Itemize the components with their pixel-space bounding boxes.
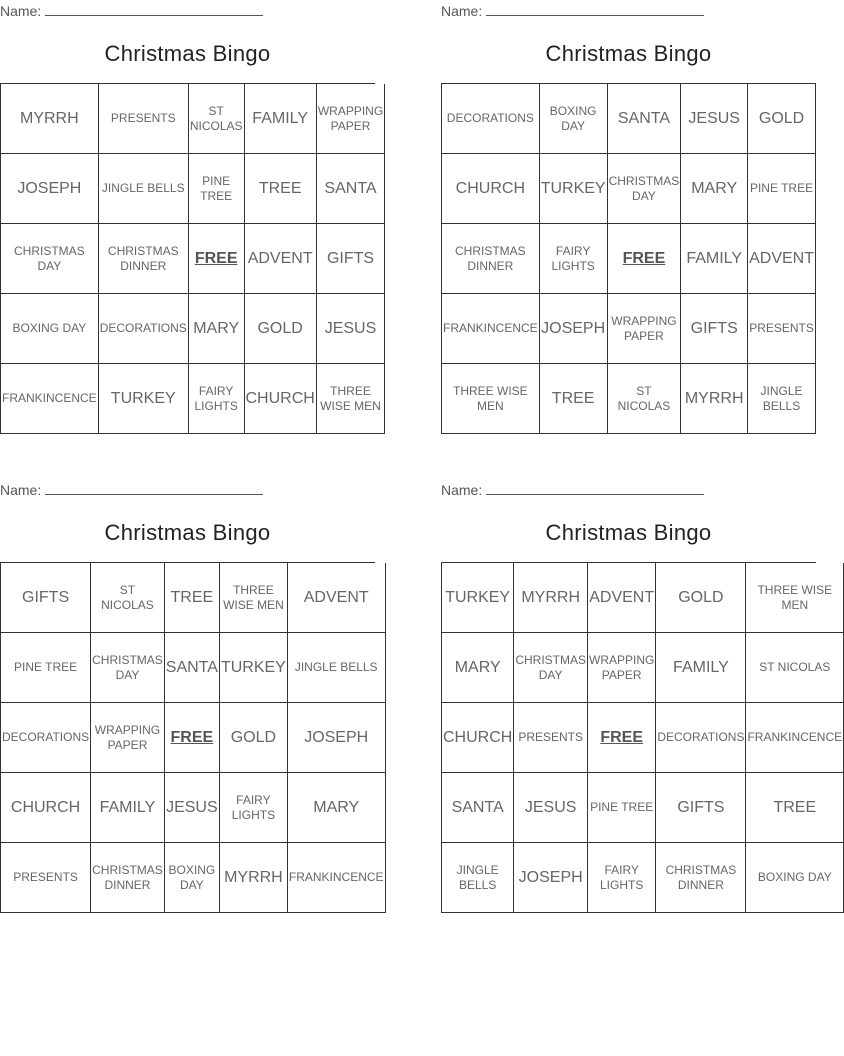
bingo-cell[interactable] xyxy=(588,563,656,633)
bingo-cell[interactable] xyxy=(514,563,588,633)
bingo-cell[interactable] xyxy=(442,843,514,913)
bingo-cell[interactable] xyxy=(1,84,99,154)
bingo-cell[interactable] xyxy=(1,364,99,434)
cell-label: CHURCH xyxy=(10,798,81,816)
bingo-cell[interactable] xyxy=(1,224,99,294)
cell-label: FREE xyxy=(170,728,214,746)
cell-label: GOLD xyxy=(678,588,724,606)
cell-label: GIFTS xyxy=(22,588,70,606)
cell-label: THREE WISE MEN xyxy=(320,383,381,413)
cell-label: WRAPPING PAPER xyxy=(589,652,655,682)
bingo-cell[interactable] xyxy=(1,703,91,773)
bingo-cell[interactable] xyxy=(317,154,385,224)
cell-label: ADVENT xyxy=(247,249,313,267)
cell-label: JINGLE BELLS xyxy=(456,862,499,892)
cell-label: TREE xyxy=(258,179,302,197)
cell-label: JINGLE BELLS xyxy=(760,383,803,413)
bingo-cell[interactable] xyxy=(514,633,588,703)
cell-label: THREE WISE MEN xyxy=(453,383,528,413)
cell-label: GIFTS xyxy=(326,249,375,267)
cell-label: FRANKINCENCE xyxy=(2,391,97,405)
cell-label: FAIRY LIGHTS xyxy=(231,792,276,822)
bingo-cell[interactable] xyxy=(588,773,656,843)
name-label: Name: xyxy=(441,3,483,19)
bingo-cell[interactable] xyxy=(608,84,682,154)
bingo-cell[interactable] xyxy=(514,773,588,843)
bingo-cell[interactable] xyxy=(245,154,317,224)
bingo-cell[interactable] xyxy=(442,703,514,773)
bingo-cell[interactable] xyxy=(514,843,588,913)
cell-label: CHRISTMAS DINNER xyxy=(107,243,179,273)
cell-label: PRESENTS xyxy=(749,321,814,335)
cell-label: TURKEY xyxy=(110,389,176,407)
cell-label: MYRRH xyxy=(224,868,283,886)
name-line xyxy=(0,482,263,498)
cell-label: FAIRY LIGHTS xyxy=(551,243,595,273)
bingo-cell[interactable] xyxy=(189,294,245,364)
cell-label: CHRISTMAS DAY xyxy=(14,243,85,273)
bingo-cell[interactable] xyxy=(540,224,608,294)
bingo-cell[interactable] xyxy=(189,364,245,434)
bingo-cell[interactable] xyxy=(99,364,189,434)
cell-label: CHRISTMAS DINNER xyxy=(455,243,526,273)
bingo-cell[interactable] xyxy=(540,294,608,364)
bingo-cell[interactable] xyxy=(288,563,386,633)
bingo-cell[interactable] xyxy=(99,224,189,294)
bingo-cell[interactable] xyxy=(588,633,656,703)
bingo-cell[interactable] xyxy=(165,633,220,703)
name-blank[interactable] xyxy=(45,3,263,16)
bingo-grid xyxy=(0,83,384,434)
cell-label: JESUS xyxy=(324,319,377,337)
cell-label: CHRISTMAS DAY xyxy=(515,652,586,682)
name-label: Name: xyxy=(441,482,483,498)
bingo-cell[interactable] xyxy=(99,154,189,224)
bingo-cell[interactable] xyxy=(220,773,288,843)
cell-label: CHURCH xyxy=(245,389,315,407)
cell-label: JOSEPH xyxy=(304,728,369,746)
bingo-cell[interactable] xyxy=(442,154,540,224)
bingo-cell[interactable] xyxy=(746,563,844,633)
bingo-cell[interactable] xyxy=(91,633,165,703)
free-space-cell[interactable] xyxy=(165,703,220,773)
cell-label: MYRRH xyxy=(521,588,580,606)
name-line xyxy=(0,3,263,19)
bingo-cell[interactable] xyxy=(220,633,288,703)
bingo-cell[interactable] xyxy=(656,703,746,773)
cell-label: PINE TREE xyxy=(590,800,654,814)
cell-label: PINE TREE xyxy=(200,173,233,203)
bingo-cell[interactable] xyxy=(91,773,165,843)
cell-label: SANTA xyxy=(324,179,377,197)
name-line xyxy=(441,482,704,498)
cell-label: PRESENTS xyxy=(13,870,78,884)
bingo-cell[interactable] xyxy=(1,294,99,364)
bingo-cell[interactable] xyxy=(746,773,844,843)
bingo-cell[interactable] xyxy=(681,294,748,364)
bingo-cell[interactable] xyxy=(442,294,540,364)
bingo-grid xyxy=(441,562,843,913)
cell-label: THREE WISE MEN xyxy=(223,582,284,612)
cell-label: TURKEY xyxy=(220,658,286,676)
cell-label: WRAPPING PAPER xyxy=(611,313,677,343)
cell-label: FAIRY LIGHTS xyxy=(600,862,644,892)
bingo-cell[interactable] xyxy=(288,843,386,913)
bingo-cell[interactable] xyxy=(1,773,91,843)
cell-label: FRANKINCENCE xyxy=(288,870,384,884)
cell-label: BOXING DAY xyxy=(168,862,216,892)
bingo-cell[interactable] xyxy=(748,154,816,224)
name-label: Name: xyxy=(0,482,42,498)
bingo-cell[interactable] xyxy=(608,294,682,364)
bingo-cell[interactable] xyxy=(656,843,746,913)
cell-label: BOXING DAY xyxy=(549,103,597,133)
cell-label: GIFTS xyxy=(677,798,725,816)
cell-label: GOLD xyxy=(758,109,805,127)
bingo-cell[interactable] xyxy=(656,563,746,633)
cell-label: JESUS xyxy=(524,798,577,816)
bingo-cell[interactable] xyxy=(1,563,91,633)
bingo-cell[interactable] xyxy=(165,843,220,913)
name-line xyxy=(441,3,704,19)
cell-label: FAIRY LIGHTS xyxy=(194,383,238,413)
cell-label: DECORATIONS xyxy=(657,730,745,744)
cell-label: FRANKINCENCE xyxy=(747,730,843,744)
bingo-cell[interactable] xyxy=(220,843,288,913)
bingo-grid xyxy=(441,83,816,434)
bingo-cell[interactable] xyxy=(681,224,748,294)
free-space-cell[interactable] xyxy=(588,703,656,773)
cell-label: ST NICOLAS xyxy=(617,383,671,413)
cell-label: TREE xyxy=(170,588,214,606)
cell-label: FAMILY xyxy=(673,658,729,676)
bingo-cell[interactable] xyxy=(165,563,220,633)
cell-label: GOLD xyxy=(230,728,277,746)
cell-label: JESUS xyxy=(166,798,218,816)
cell-label: ADVENT xyxy=(589,588,655,606)
bingo-cell[interactable] xyxy=(317,364,385,434)
cell-label: PRESENTS xyxy=(518,730,583,744)
bingo-cell[interactable] xyxy=(746,633,844,703)
bingo-cell[interactable] xyxy=(189,84,245,154)
bingo-cell[interactable] xyxy=(288,703,386,773)
cell-label: CHRISTMAS DINNER xyxy=(665,862,737,892)
bingo-cell[interactable] xyxy=(442,633,514,703)
bingo-cell[interactable] xyxy=(245,224,317,294)
cell-label: FREE xyxy=(600,728,643,746)
bingo-cell[interactable] xyxy=(1,633,91,703)
cell-label: MARY xyxy=(691,179,738,197)
cell-label: FRANKINCENCE xyxy=(443,321,538,335)
bingo-cell[interactable] xyxy=(748,294,816,364)
bingo-cell[interactable] xyxy=(746,843,844,913)
bingo-cell[interactable] xyxy=(748,364,816,434)
cell-label: PINE TREE xyxy=(749,181,814,195)
bingo-cell[interactable] xyxy=(220,703,288,773)
name-blank[interactable] xyxy=(486,3,704,16)
name-label: Name: xyxy=(0,3,42,19)
cell-label: GOLD xyxy=(257,319,303,337)
cell-label: WRAPPING PAPER xyxy=(317,103,384,133)
cell-label: SANTA xyxy=(451,798,504,816)
cell-label: ST NICOLAS xyxy=(759,660,831,674)
card-title: Christmas Bingo xyxy=(545,520,712,545)
cell-label: PRESENTS xyxy=(110,111,176,125)
bingo-cell[interactable] xyxy=(442,224,540,294)
cell-label: JOSEPH xyxy=(17,179,82,197)
cell-label: SANTA xyxy=(617,109,670,127)
cell-label: THREE WISE MEN xyxy=(757,582,833,612)
cell-label: FAMILY xyxy=(252,109,309,127)
cell-label: FAMILY xyxy=(99,798,156,816)
cell-label: FREE xyxy=(194,249,238,267)
name-blank[interactable] xyxy=(486,482,704,495)
cell-label: TURKEY xyxy=(445,588,511,606)
cell-label: DECORATIONS xyxy=(446,111,534,125)
cell-label: CHURCH xyxy=(443,728,513,746)
bingo-cell[interactable] xyxy=(288,773,386,843)
bingo-cell[interactable] xyxy=(1,154,99,224)
bingo-cell[interactable] xyxy=(540,84,608,154)
cell-label: DECORATIONS xyxy=(99,321,187,335)
card-title: Christmas Bingo xyxy=(104,41,271,66)
card-title: Christmas Bingo xyxy=(104,520,271,545)
cell-label: ADVENT xyxy=(749,249,814,267)
bingo-cell[interactable] xyxy=(91,703,165,773)
bingo-cell[interactable] xyxy=(317,224,385,294)
bingo-cell[interactable] xyxy=(317,294,385,364)
cell-label: MYRRH xyxy=(684,389,744,407)
cell-label: JINGLE BELLS xyxy=(101,181,185,195)
cell-label: CHRISTMAS DAY xyxy=(608,173,680,203)
bingo-cell[interactable] xyxy=(442,84,540,154)
bingo-cell[interactable] xyxy=(91,563,165,633)
cell-label: MARY xyxy=(313,798,360,816)
cell-label: ST NICOLAS xyxy=(101,582,154,612)
bingo-cell[interactable] xyxy=(681,84,748,154)
cell-label: PINE TREE xyxy=(13,660,78,674)
bingo-cell[interactable] xyxy=(608,364,682,434)
bingo-cell[interactable] xyxy=(245,84,317,154)
name-blank[interactable] xyxy=(45,482,263,495)
bingo-cell[interactable] xyxy=(245,364,317,434)
bingo-cell[interactable] xyxy=(220,563,288,633)
free-space-cell[interactable] xyxy=(608,224,682,294)
bingo-cell[interactable] xyxy=(681,154,748,224)
cell-label: MARY xyxy=(193,319,240,337)
cell-label: JINGLE BELLS xyxy=(294,660,378,674)
bingo-cell[interactable] xyxy=(656,773,746,843)
bingo-cell[interactable] xyxy=(656,633,746,703)
cell-label: CHRISTMAS DINNER xyxy=(92,862,163,892)
bingo-cell[interactable] xyxy=(442,773,514,843)
bingo-cell[interactable] xyxy=(245,294,317,364)
cell-label: ST NICOLAS xyxy=(189,103,243,133)
bingo-grid xyxy=(0,562,384,913)
bingo-cell[interactable] xyxy=(1,843,91,913)
bingo-cell[interactable] xyxy=(317,84,385,154)
cell-label: SANTA xyxy=(165,658,218,676)
free-space-cell[interactable] xyxy=(189,224,245,294)
bingo-cell[interactable] xyxy=(746,703,844,773)
cell-label: CHRISTMAS DAY xyxy=(92,652,163,682)
cell-label: TREE xyxy=(551,389,595,407)
bingo-cell[interactable] xyxy=(514,703,588,773)
bingo-cell[interactable] xyxy=(99,294,189,364)
cell-label: FREE xyxy=(622,249,666,267)
cell-label: MYRRH xyxy=(20,109,79,127)
bingo-cell[interactable] xyxy=(540,154,608,224)
cell-label: BOXING DAY xyxy=(12,321,87,335)
bingo-cell[interactable] xyxy=(442,364,540,434)
cell-label: WRAPPING PAPER xyxy=(94,722,161,752)
bingo-cell[interactable] xyxy=(748,224,816,294)
cell-label: ADVENT xyxy=(303,588,369,606)
bingo-cell[interactable] xyxy=(608,154,682,224)
card-title: Christmas Bingo xyxy=(545,41,712,66)
bingo-cell[interactable] xyxy=(681,364,748,434)
cell-label: TREE xyxy=(773,798,817,816)
bingo-cell[interactable] xyxy=(165,773,220,843)
cell-label: MARY xyxy=(454,658,501,676)
cell-label: FAMILY xyxy=(686,249,743,267)
cell-label: JESUS xyxy=(688,109,740,127)
bingo-cell[interactable] xyxy=(288,633,386,703)
bingo-cell[interactable] xyxy=(99,84,189,154)
bingo-cell[interactable] xyxy=(540,364,608,434)
cell-label: TURKEY xyxy=(540,179,606,197)
cell-label: BOXING DAY xyxy=(757,870,832,884)
bingo-cell[interactable] xyxy=(748,84,816,154)
bingo-cell[interactable] xyxy=(442,563,514,633)
bingo-cell[interactable] xyxy=(91,843,165,913)
cell-label: CHURCH xyxy=(455,179,525,197)
cell-label: DECORATIONS xyxy=(2,730,90,744)
cell-label: JOSEPH xyxy=(541,319,606,337)
bingo-cell[interactable] xyxy=(189,154,245,224)
bingo-cell[interactable] xyxy=(588,843,656,913)
cell-label: JOSEPH xyxy=(518,868,583,886)
cell-label: GIFTS xyxy=(690,319,738,337)
